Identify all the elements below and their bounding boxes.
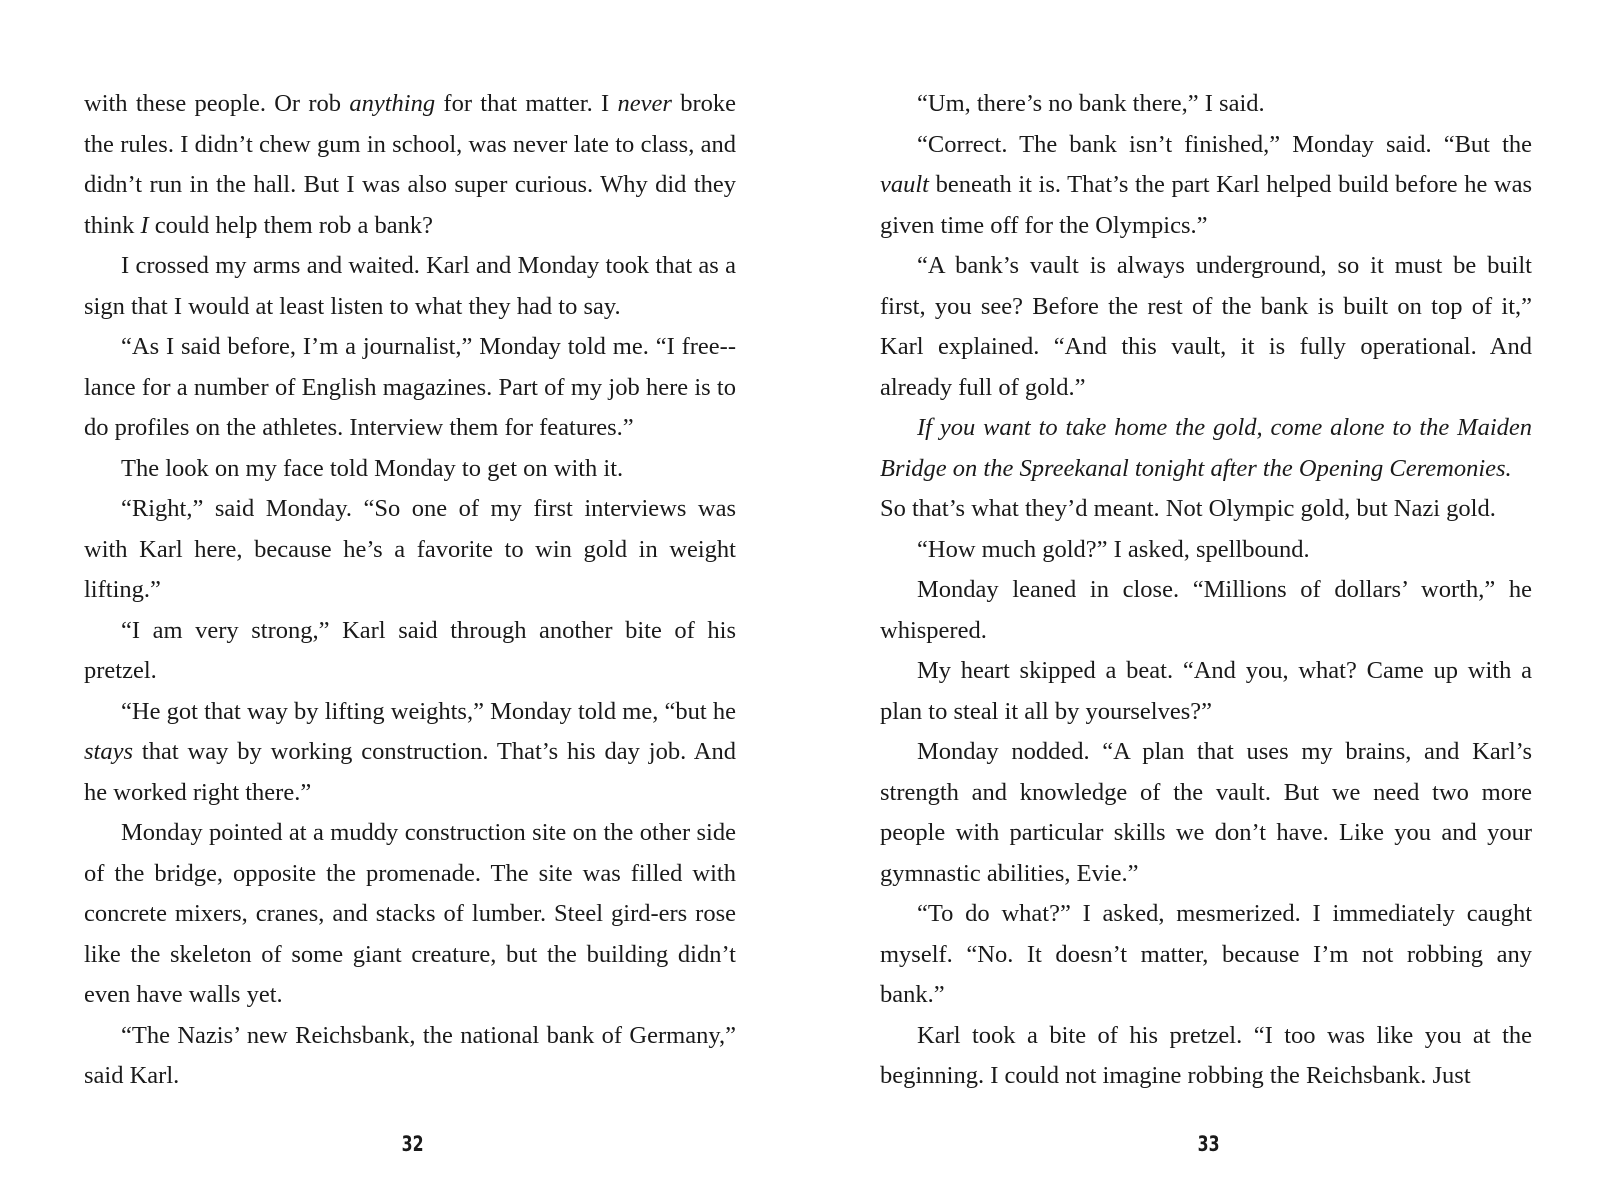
paragraph: “How much gold?” I asked, spellbound. [917, 535, 1310, 563]
italic-text: I [140, 211, 149, 239]
paragraph: Monday leaned in close. “Millions of dollars’ worth,” he whispered. [880, 576, 1532, 644]
paragraph: I crossed my arms and waited. Karl and Monday took that as a sign that I would at least listen to what they had to say. [84, 252, 736, 320]
paragraph: “A bank’s vault is always underground, so it must be built first, you see? Before the rest of the bank is built on top of it,” Karl explained. “And this vault, it is fully operational. And already full of gold.” [880, 252, 1532, 401]
paragraph: “Um, there’s no bank there,” I said. [917, 90, 1265, 117]
paragraph: “Right,” said Monday. “So one of my first interviews was with Karl here, because he’s a favorite to win gold in weight lifting.” [84, 495, 736, 603]
italic-text: anything [349, 90, 436, 117]
italic-text: stays [84, 738, 133, 765]
paragraph: Monday pointed at a muddy construction site on the other side of the bridge, opposite the promenade. The site was filled with concrete mixers, cranes, and stacks of lumber. Steel gird-ers rose like the skeleton of some giant creature, but the building didn’t even have walls yet. [84, 819, 736, 1008]
paragraph: “He got that way by lifting weights,” Monday told me, “but he stays that way by working construction. That’s his day job. And he worked right there.” [84, 697, 736, 806]
paragraph: So that’s what they’d meant. Not Olympic gold, but Nazi gold. [880, 495, 1496, 522]
paragraph: My heart skipped a beat. “And you, what? Came up with a plan to steal it all by yourselves?” [880, 657, 1532, 725]
paragraph: Karl took a bite of his pretzel. “I too was like you at the beginning. I could not imagine robbing the Reichsbank. Just [880, 1021, 1532, 1089]
paragraph: “I am very strong,” Karl said through another bite of his pretzel. [84, 616, 736, 684]
page-number-left: 32 [401, 1132, 424, 1156]
italic-text: If you want to take home the gold, come alone to the Maiden Bridge on the Spreekanal tonight after the Opening Ceremonies. [880, 414, 1532, 482]
paragraph: “Correct. The bank isn’t finished,” Monday said. “But the vault beneath it is. That’s the part Karl helped build before he was given time off for the Olympics.” [880, 130, 1532, 239]
paragraph [880, 408, 1532, 489]
paragraph: “To do what?” I asked, mesmerized. I immediately caught myself. “No. It doesn’t matter, because I’m not robbing any bank.” [880, 900, 1532, 1008]
paragraph: with these people. Or rob anything for that matter. I never broke the rules. I didn’t chew gum in school, was never late to class, and didn’t run in the hall. But I was also super curious. Why did they think I could help them rob a bank? [84, 90, 736, 239]
paragraph: “The Nazis’ new Reichsbank, the national bank of Germany,” said Karl. [84, 1021, 736, 1089]
page-number-right: 33 [1197, 1132, 1220, 1156]
paragraph: “As I said before, I’m a journalist,” Monday told me. “I free-lance for a number of English magazines. Part of my job here is to do profiles on the athletes. Interview them for features.” [84, 333, 736, 441]
right-page [800, 0, 1600, 1200]
paragraph: Monday nodded. “A plan that uses my brains, and Karl’s strength and knowledge of the vault. But we need two more people with particular skills we don’t have. Like you and your gymnastic abilities, Evie.” [880, 738, 1532, 887]
italic-text: never [617, 90, 672, 117]
italic-text: vault [880, 171, 929, 198]
right-page-text [880, 84, 1532, 1097]
paragraph: The look on my face told Monday to get on with it. [121, 454, 624, 482]
left-page-text [84, 84, 736, 1097]
